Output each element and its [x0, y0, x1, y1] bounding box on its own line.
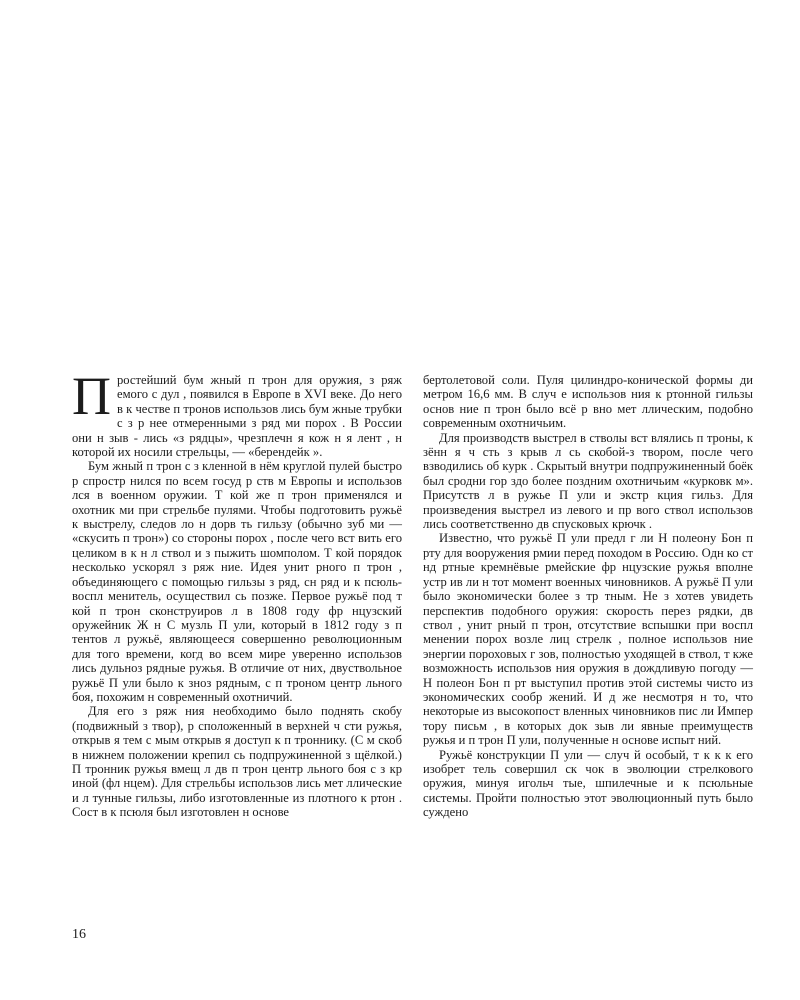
- paragraph-text: ростейший бум жный п трон для оружия, з ряж емого с дул , появился в Европе в XVI веке. До него в к честве п тронов использов лись бум жные трубки с з р нее отмеренными з ряд ми порох . В России они н зыв - лись «з рядцы», чрезплечн я кож н я лент , н которой их носили стрельцы, — «берендейк ».: [72, 373, 402, 460]
- left-column: [72, 366, 402, 820]
- paragraph-1: [72, 366, 402, 460]
- page-number: 16: [72, 927, 86, 942]
- right-column: [423, 373, 753, 820]
- paragraph-2: Бум жный п трон с з кленной в нём круглой пулей быстро р спростр нился по всем госуд р ств м Европы и использов лся в военном оружии. Т кой же п трон применялся и охотник ми при стрельбе пулями. Чтобы подготовить ружьё к выстрелу, следов ло н дорв ть гильзу (обычно зуб ми — «скусить п трон») со стороны порох , после чего вст вить его целиком в к н л ствол и з пыжить шомполом. Т кой порядок несколько ускорял з ряж ние. Идея унит рного п трон , объединяющего с помощью гильзы з ряд, сн ряд и к псюль-воспл менитель, осуществил сь позже. Первое ружьё под т кой п трон сконструиров л в 1808 году фр нцузский оружейник Ж н С музль П ули, который в 1812 году з п тентов л ружьё, являющееся совершенно революционным для того времени, когд во всем мире уверенно использов лись дульноз рядные ружья. В отличие от них, двуствольное ружьё П ули было к зноз рядным, с п троном центр льного боя, похожим н современный охотничий.: [72, 459, 402, 704]
- paragraph-3: Для его з ряж ния необходимо было поднять скобу (подвижный з твор), р сположенный в верхней ч сти ружья, открыв я тем с мым открыв я доступ к п троннику. (С м скоб в нижнем положении крепил сь подпружиненной з щёлкой.) П тронник ружья вмещ л дв п трон центр льного боя с з кр иной (фл нцем). Для стрельбы использов лись мет ллические и л тунные гильзы, либо изготовленные из плотного к ртон . Сост в к псюля был изготовлен н основе: [72, 704, 402, 820]
- paragraph-4: бертолетовой соли. Пуля цилиндро-конической формы ди метром 16,6 мм. В случ е использов ния к ртонной гильзы основ ние п трон было всё р вно мет ллическим, подобно современным охотничьим.: [423, 373, 753, 431]
- paragraph-6: Известно, что ружьё П ули предл г ли Н полеону Бон п рту для вооружения рмии перед походом в Россию. Одн ко ст нд ртные кремнёвые рмейские фр нцузские ружья вполне устр ив ли н тот момент военных чиновников. А ружьё П ули было экономически более з тр тным. Не з хотев увидеть перспектив подобного оружия: скорость перез рядки, дв ствол , унит рный п трон, отсутствие вспышки при воспл менении порох возле лиц стрелк , полное использов ние энергии пороховых г зов, полностью уходящей в ствол, т кже возможность использов ния оружия в дождливую погоду — Н полеон Бон п рт выступил против этой системы чисто из экономических сообр жений. И д же несмотря н то, что некоторые из высокопост вленных чиновников пис ли Импер тору письм , в которых док зыв ли явные преимуществ ружья и п трон П ули, полученные н основе испыт ний.: [423, 531, 753, 748]
- drop-cap: П: [72, 366, 111, 426]
- paragraph-7: Ружьё конструкции П ули — случ й особый, т к к к его изобрет тель совершил ск чок в эволюции стрелкового оружия, минуя игольч тые, шпилечные и к псюльные системы. Пройти полностью этот эволюционный путь было суждено: [423, 747, 753, 820]
- paragraph-5: Для производств выстрел в стволы вст влялись п троны, к зённ я ч сть з крыв л сь скобой-з твором, после чего взводились об курк . Скрытый внутри подпружиненный боёк был сродни гор здо более поздним охотничьим «курковк м». Присутств л в ружье П ули и экстр кция гильз. Для произведения выстрел из левого и пр вого ствол использов лись соответственно дв спусковых крючк .: [423, 430, 753, 532]
